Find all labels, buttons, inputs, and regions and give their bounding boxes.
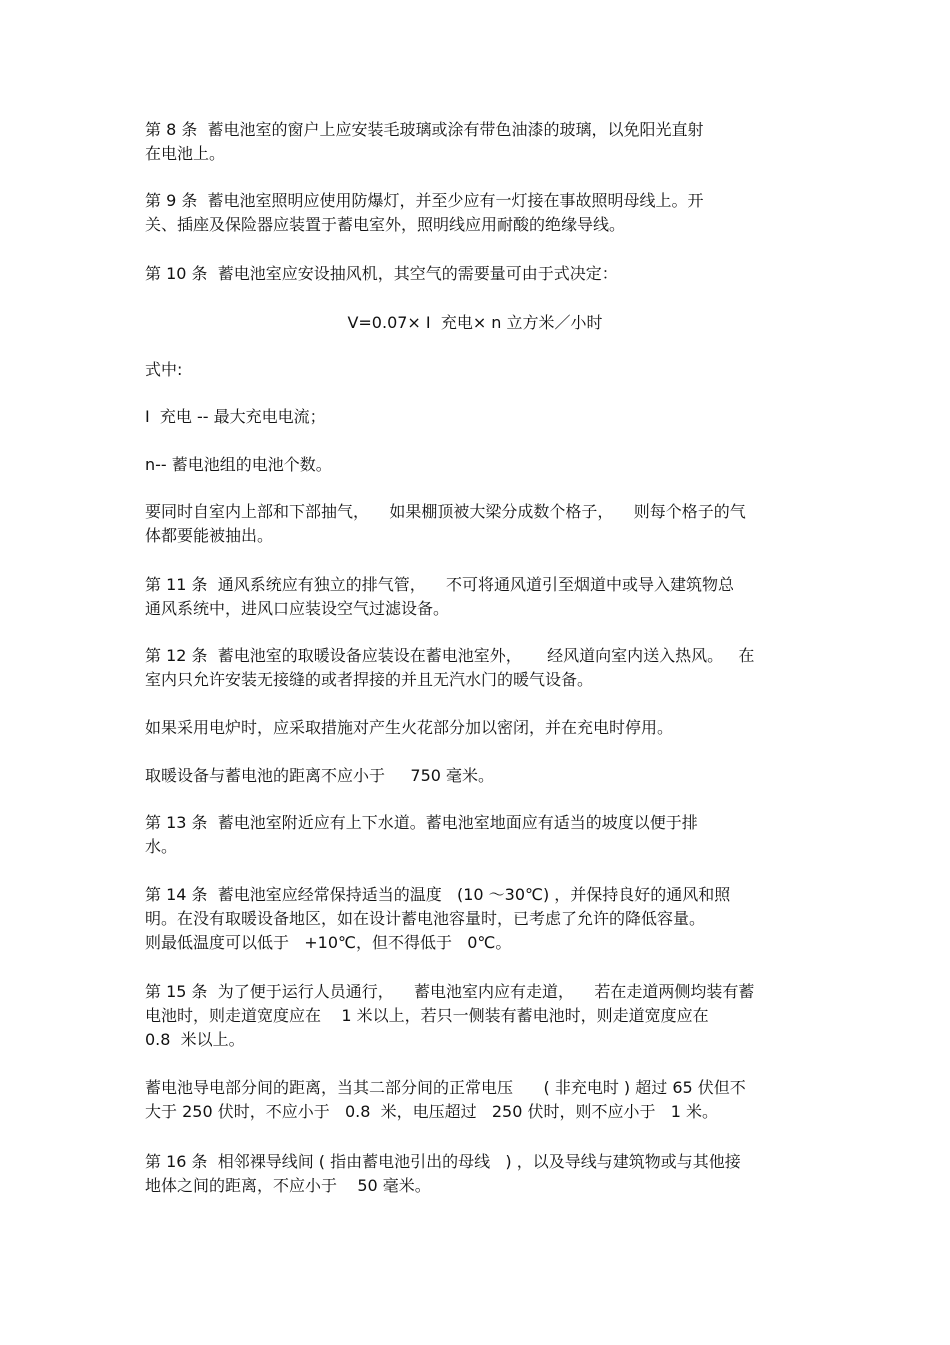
article-14-line-2: 明。在没有取暖设备地区，如在设计蓄电池容量时，已考虑了允许的降低容量。 xyxy=(145,909,706,928)
definition-i-charge: I 充电 -- 最大充电电流； xyxy=(145,407,326,426)
article-16-line-2: 地体之间的距离，不应小于 50 毫米。 xyxy=(145,1176,431,1195)
definition-n: n-- 蓄电池组的电池个数。 xyxy=(145,455,332,474)
voltage-distance-line-1: 蓄电池导电部分间的距离，当其二部分间的正常电压 ( 非充电时 ) 超过 65 伏但不 xyxy=(145,1078,746,1097)
article-15-line-1: 第 15 条 为了便于运行人员通行， 蓄电池室内应有走道， 若在走道两侧均装有蓄 xyxy=(145,982,755,1001)
voltage-distance-line-2: 大于 250 伏时，不应小于 0.8 米，电压超过 250 伏时，则不应小于 1 米。 xyxy=(145,1102,718,1121)
article-11-line-1: 第 11 条 通风系统应有独立的排气管， 不可将通风道引至烟道中或导入建筑物总 xyxy=(145,575,735,594)
exhaust-line-1: 要同时自室内上部和下部抽气， 如果棚顶被大梁分成数个格子， 则每个格子的气 xyxy=(145,502,746,521)
article-15-line-3: 0.8 米以上。 xyxy=(145,1030,245,1049)
article-12-line-2: 室内只允许安装无接缝的或者捍接的并且无汽水门的暖气设备。 xyxy=(145,670,594,689)
article-13-line-1: 第 13 条 蓄电池室附近应有上下水道。蓄电池室地面应有适当的坡度以便于排 xyxy=(145,813,698,832)
article-14-line-3: 则最低温度可以低于 +10℃，但不得低于 0℃。 xyxy=(145,933,512,952)
article-14-line-1: 第 14 条 蓄电池室应经常保持适当的温度 (10 ～30℃) ，并保持良好的通风和照 xyxy=(145,885,731,904)
article-16-line-1: 第 16 条 相邻裸导线间 ( 指由蓄电池引出的母线 ) ，以及导线与建筑物或与其他接 xyxy=(145,1152,741,1171)
electric-stove-line: 如果采用电炉时，应采取措施对产生火花部分加以密闭，并在充电时停用。 xyxy=(145,718,674,737)
heating-distance-line: 取暖设备与蓄电池的距离不应小于 750 毫米。 xyxy=(145,766,495,785)
article-10-line-1: 第 10 条 蓄电池室应安设抽风机，其空气的需要量可由于式决定： xyxy=(145,264,618,283)
exhaust-line-2: 体都要能被抽出。 xyxy=(145,526,274,545)
article-9-line-2: 关、插座及保险器应装置于蓄电室外，照明线应用耐酸的绝缘导线。 xyxy=(145,215,626,234)
article-13-line-2: 水。 xyxy=(145,837,178,856)
article-11-line-2: 通风系统中，进风口应装设空气过滤设备。 xyxy=(145,599,450,618)
article-8-line-2: 在电池上。 xyxy=(145,144,226,163)
where-label: 式中: xyxy=(145,360,183,379)
article-12-line-1: 第 12 条 蓄电池室的取暖设备应装设在蓄电池室外， 经风道向室内送入热风。 在 xyxy=(145,646,755,665)
ventilation-formula: V=0.07× I 充电× n 立方米／小时 xyxy=(347,313,603,332)
article-15-line-2: 电池时，则走道宽度应在 1 米以上，若只一侧装有蓄电池时，则走道宽度应在 xyxy=(145,1006,709,1025)
article-8-line-1: 第 8 条 蓄电池室的窗户上应安装毛玻璃或涂有带色油漆的玻璃，以免阳光直射 xyxy=(145,120,704,139)
article-9-line-1: 第 9 条 蓄电池室照明应使用防爆灯，并至少应有一灯接在事故照明母线上。开 xyxy=(145,191,704,210)
